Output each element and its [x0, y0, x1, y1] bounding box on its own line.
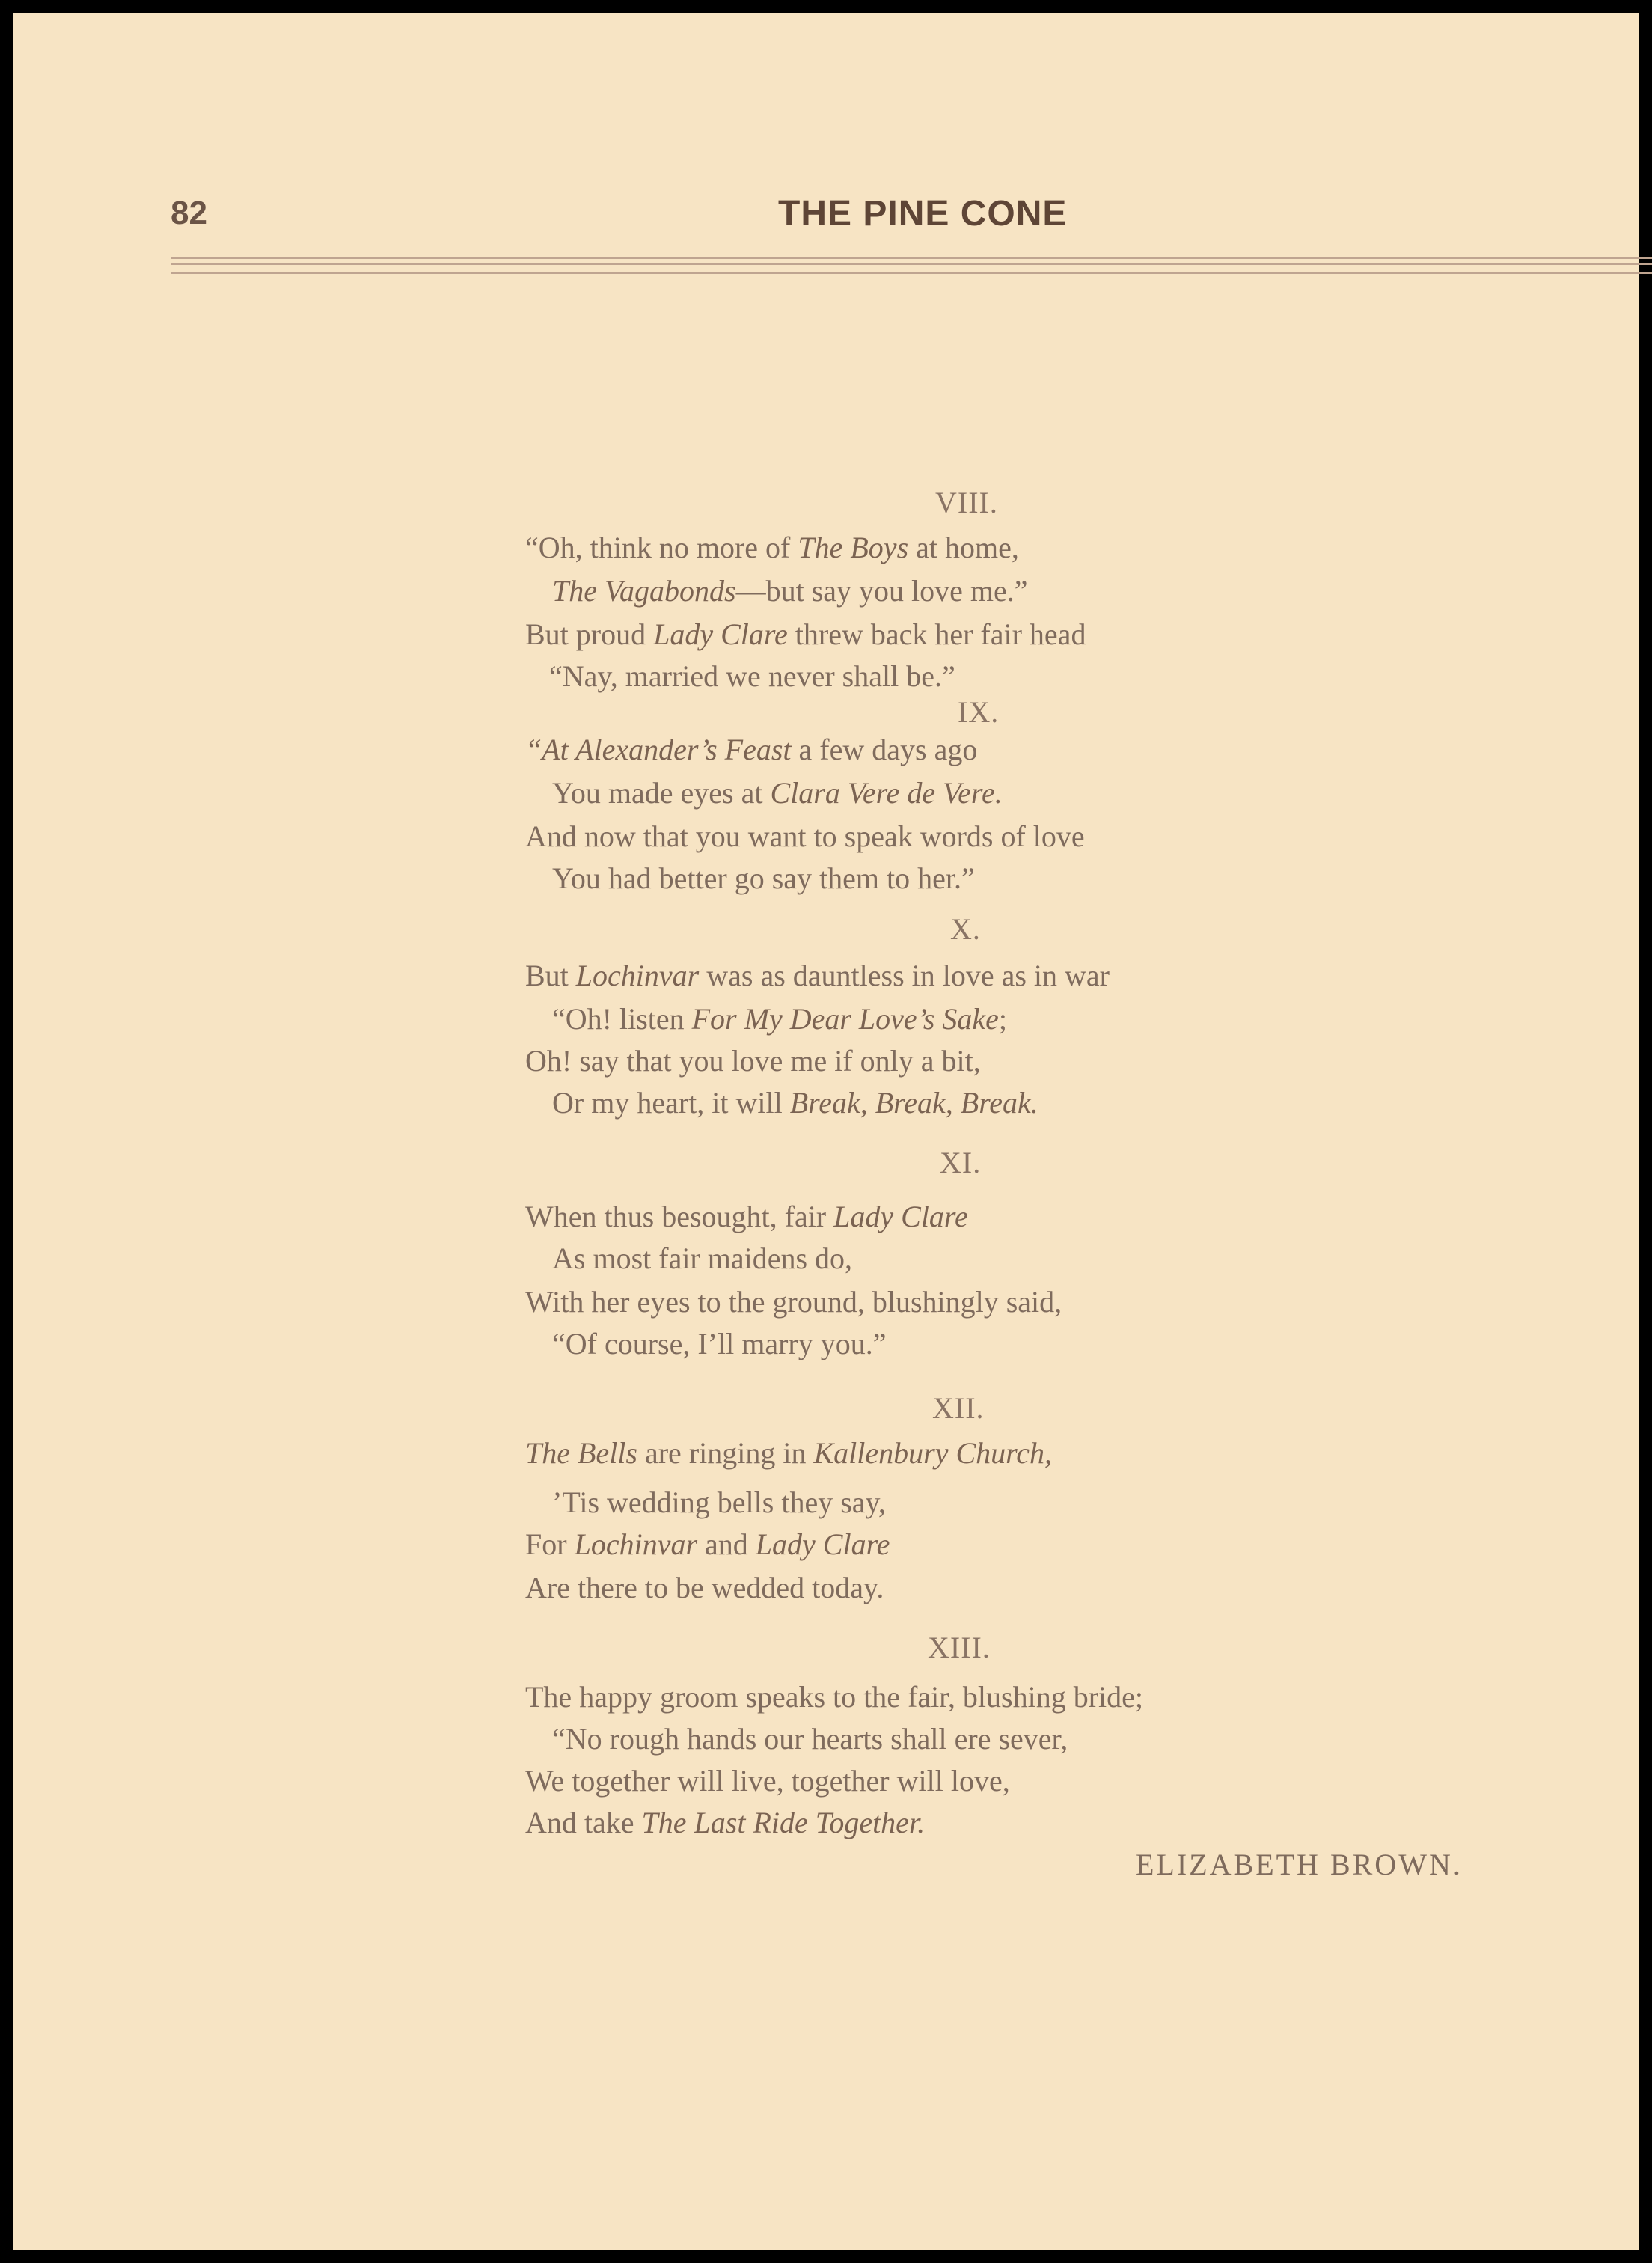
stanza-heading: X. [950, 912, 981, 946]
poem-line: “Oh! listen For My Dear Love’s Sake; [552, 1002, 1008, 1036]
italic-title: Lochinvar [574, 1527, 698, 1561]
poem-line: And now that you want to speak words of love [525, 819, 1085, 853]
stanza-heading: IX. [958, 695, 1000, 729]
poem-line: You had better go say them to her.” [552, 861, 975, 895]
poem-line: And take The Last Ride Together. [525, 1806, 926, 1839]
page-number: 82 [171, 195, 207, 231]
italic-title: Break, Break, Break. [789, 1086, 1038, 1120]
poem-line: Or my heart, it will Break, Break, Break. [552, 1086, 1038, 1120]
italic-title: The Last Ride Together. [641, 1806, 926, 1839]
poem-line: You made eyes at Clara Vere de Vere. [552, 776, 1003, 810]
poem-line: “Nay, married we never shall be.” [549, 659, 955, 693]
italic-title: Lady Clare [833, 1200, 968, 1233]
stanza-heading: XIII. [928, 1631, 991, 1664]
italic-title: Kallenbury Church, [813, 1436, 1052, 1470]
poem-line: “Of course, I’ll marry you.” [552, 1327, 887, 1360]
italic-title: The Vagabonds [552, 574, 736, 608]
italic-title: The Boys [798, 531, 909, 564]
poem-line: The happy groom speaks to the fair, blushing bride; [525, 1680, 1143, 1714]
poem-line: The Bells are ringing in Kallenbury Church, [525, 1436, 1052, 1470]
poem-line: As most fair maidens do, [552, 1242, 853, 1275]
stanza-heading: VIII. [935, 486, 998, 519]
poem-line: But proud Lady Clare threw back her fair head [525, 617, 1086, 651]
italic-title: The Bells [525, 1436, 637, 1470]
author-signature: ELIZABETH BROWN. [1136, 1848, 1463, 1881]
poem-line: Are there to be wedded today. [525, 1571, 884, 1604]
poem-line: With her eyes to the ground, blushingly said, [525, 1285, 1062, 1319]
running-head: THE PINE CONE [778, 194, 1068, 233]
poem-line: We together will live, together will love, [525, 1764, 1010, 1798]
stanza-heading: XI. [940, 1146, 982, 1179]
italic-title: Lochinvar [575, 959, 700, 992]
poem-line: But Lochinvar was as dauntless in love as in war [525, 959, 1110, 992]
poem-line: ’Tis wedding bells they say, [552, 1485, 886, 1519]
poem-line: “At Alexander’s Feast a few days ago [525, 733, 978, 766]
stanza-heading: XII. [932, 1391, 985, 1425]
poem-line: When thus besought, fair Lady Clare [525, 1200, 968, 1233]
italic-title: Lady Clare [755, 1527, 890, 1561]
italic-title: For My Dear Love’s Sake [691, 1002, 999, 1036]
poem-line: “Oh, think no more of The Boys at home, [525, 531, 1019, 564]
poem-line: “No rough hands our hearts shall ere sever, [552, 1722, 1068, 1756]
book-page [13, 13, 1639, 2250]
italic-title: “At Alexander’s Feast [525, 733, 792, 766]
italic-title: Lady Clare [653, 617, 788, 651]
poem-line: For Lochinvar and Lady Clare [525, 1527, 890, 1561]
poem-line: Oh! say that you love me if only a bit, [525, 1044, 981, 1078]
italic-title: Clara Vere de Vere. [770, 776, 1003, 810]
poem [13, 13, 1639, 2250]
poem-line: The Vagabonds—but say you love me.” [552, 574, 1028, 608]
